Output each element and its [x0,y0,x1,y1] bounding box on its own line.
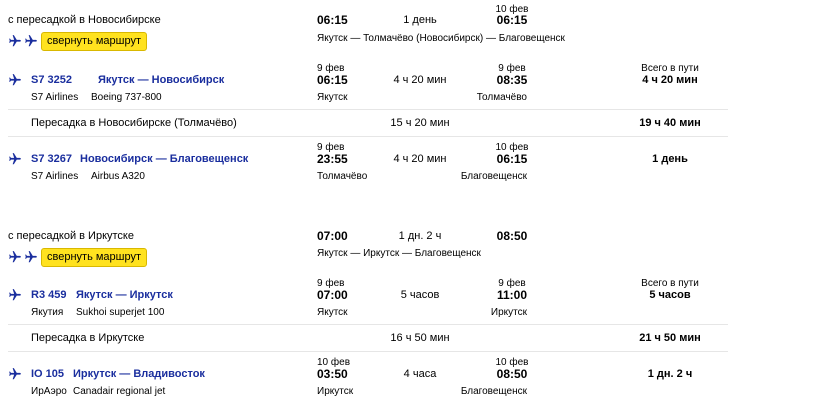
airline-name: ИрАэро [31,386,67,397]
depart-time: 07:00 [317,288,348,302]
divider [8,324,728,325]
depart-date: 9 фев [317,142,345,153]
collapse-route-button[interactable]: свернуть маршрут [41,248,147,267]
total-travel-time: 1 дн. 2 ч [647,368,693,380]
summary-arrive-time: 06:15 [496,13,528,27]
arrive-airport: Толмачёво [476,92,527,103]
layover-duration: 16 ч 50 мин [390,332,450,344]
flight-duration: 4 ч 20 мин [393,153,447,165]
arrive-date: 10 фев [495,357,529,368]
layover-label: Пересадка в Иркутске [31,332,145,344]
layover-total: 21 ч 50 мин [639,332,701,344]
arrive-time: 08:35 [496,73,528,87]
plane-icon [8,73,22,87]
summary-arrive-date: 10 фев [495,4,529,15]
flight-number[interactable]: S7 3252 [31,74,72,86]
layover-duration: 15 ч 20 мин [390,117,450,129]
aircraft-type: Canadair regional jet [73,386,166,397]
flight-duration: 4 часа [403,368,437,380]
arrive-time: 11:00 [496,288,528,302]
depart-airport: Иркутск [317,386,354,397]
divider [8,109,728,110]
flight-route-link[interactable]: Иркутск — Владивосток [73,368,205,380]
depart-date: 10 фев [317,357,351,368]
plane-icon [24,250,38,264]
summary-depart-time: 06:15 [317,13,348,27]
total-travel-label: Всего в пути [641,63,699,74]
arrive-airport: Благовещенск [460,171,527,182]
flight-duration: 4 ч 20 мин [393,74,447,86]
total-travel-label: Всего в пути [641,278,699,289]
divider [8,351,728,352]
airline-name: Якутия [31,307,64,318]
plane-icon [8,367,22,381]
total-travel-time: 5 часов [649,289,691,301]
airline-name: S7 Airlines [31,171,79,182]
depart-airport: Толмачёво [317,171,368,182]
flight-number[interactable]: IO 105 [31,368,65,380]
summary-depart-time: 07:00 [317,229,348,243]
aircraft-type: Sukhoi superjet 100 [76,307,165,318]
summary-route: Якутск — Иркутск — Благовещенск [317,248,481,259]
layover-total: 19 ч 40 мин [639,117,701,129]
arrive-date: 9 фев [498,63,526,74]
flight-duration: 5 часов [400,289,440,301]
plane-icon [8,152,22,166]
plane-icon [24,34,38,48]
arrive-airport: Благовещенск [460,386,527,397]
layover-label: Пересадка в Новосибирске (Толмачёво) [31,117,237,129]
summary-arrive-time: 08:50 [496,229,528,243]
plane-icon [8,288,22,302]
summary-route: Якутск — Толмачёво (Новосибирск) — Благовещенск [317,33,565,44]
route-option-title: с пересадкой в Новосибирске [8,14,161,26]
arrive-date: 9 фев [498,278,526,289]
flight-route-link[interactable]: Новосибирск — Благовещенск [80,153,249,165]
collapse-route-button[interactable]: свернуть маршрут [41,32,147,51]
depart-date: 9 фев [317,278,345,289]
depart-time: 23:55 [317,152,348,166]
total-travel-time: 4 ч 20 мин [642,74,698,86]
flight-number[interactable]: S7 3267 [31,153,72,165]
depart-airport: Якутск [317,92,348,103]
flight-route-link[interactable]: Якутск — Новосибирск [98,74,225,86]
aircraft-type: Airbus A320 [91,171,145,182]
depart-time: 03:50 [317,367,348,381]
arrive-time: 08:50 [496,367,528,381]
arrive-time: 06:15 [496,152,528,166]
depart-date: 9 фев [317,63,345,74]
divider [8,136,728,137]
plane-icon [8,34,22,48]
arrive-date: 10 фев [495,142,529,153]
depart-time: 06:15 [317,73,348,87]
summary-duration: 1 день [403,14,437,26]
airline-name: S7 Airlines [31,92,79,103]
route-option-title: с пересадкой в Иркутске [8,230,134,242]
plane-icon [8,250,22,264]
flight-number[interactable]: R3 459 [31,289,67,301]
total-travel-time: 1 день [652,153,688,165]
flight-route-link[interactable]: Якутск — Иркутск [76,289,173,301]
aircraft-type: Boeing 737-800 [91,92,162,103]
summary-duration: 1 дн. 2 ч [398,230,442,242]
depart-airport: Якутск [317,307,348,318]
arrive-airport: Иркутск [490,307,527,318]
